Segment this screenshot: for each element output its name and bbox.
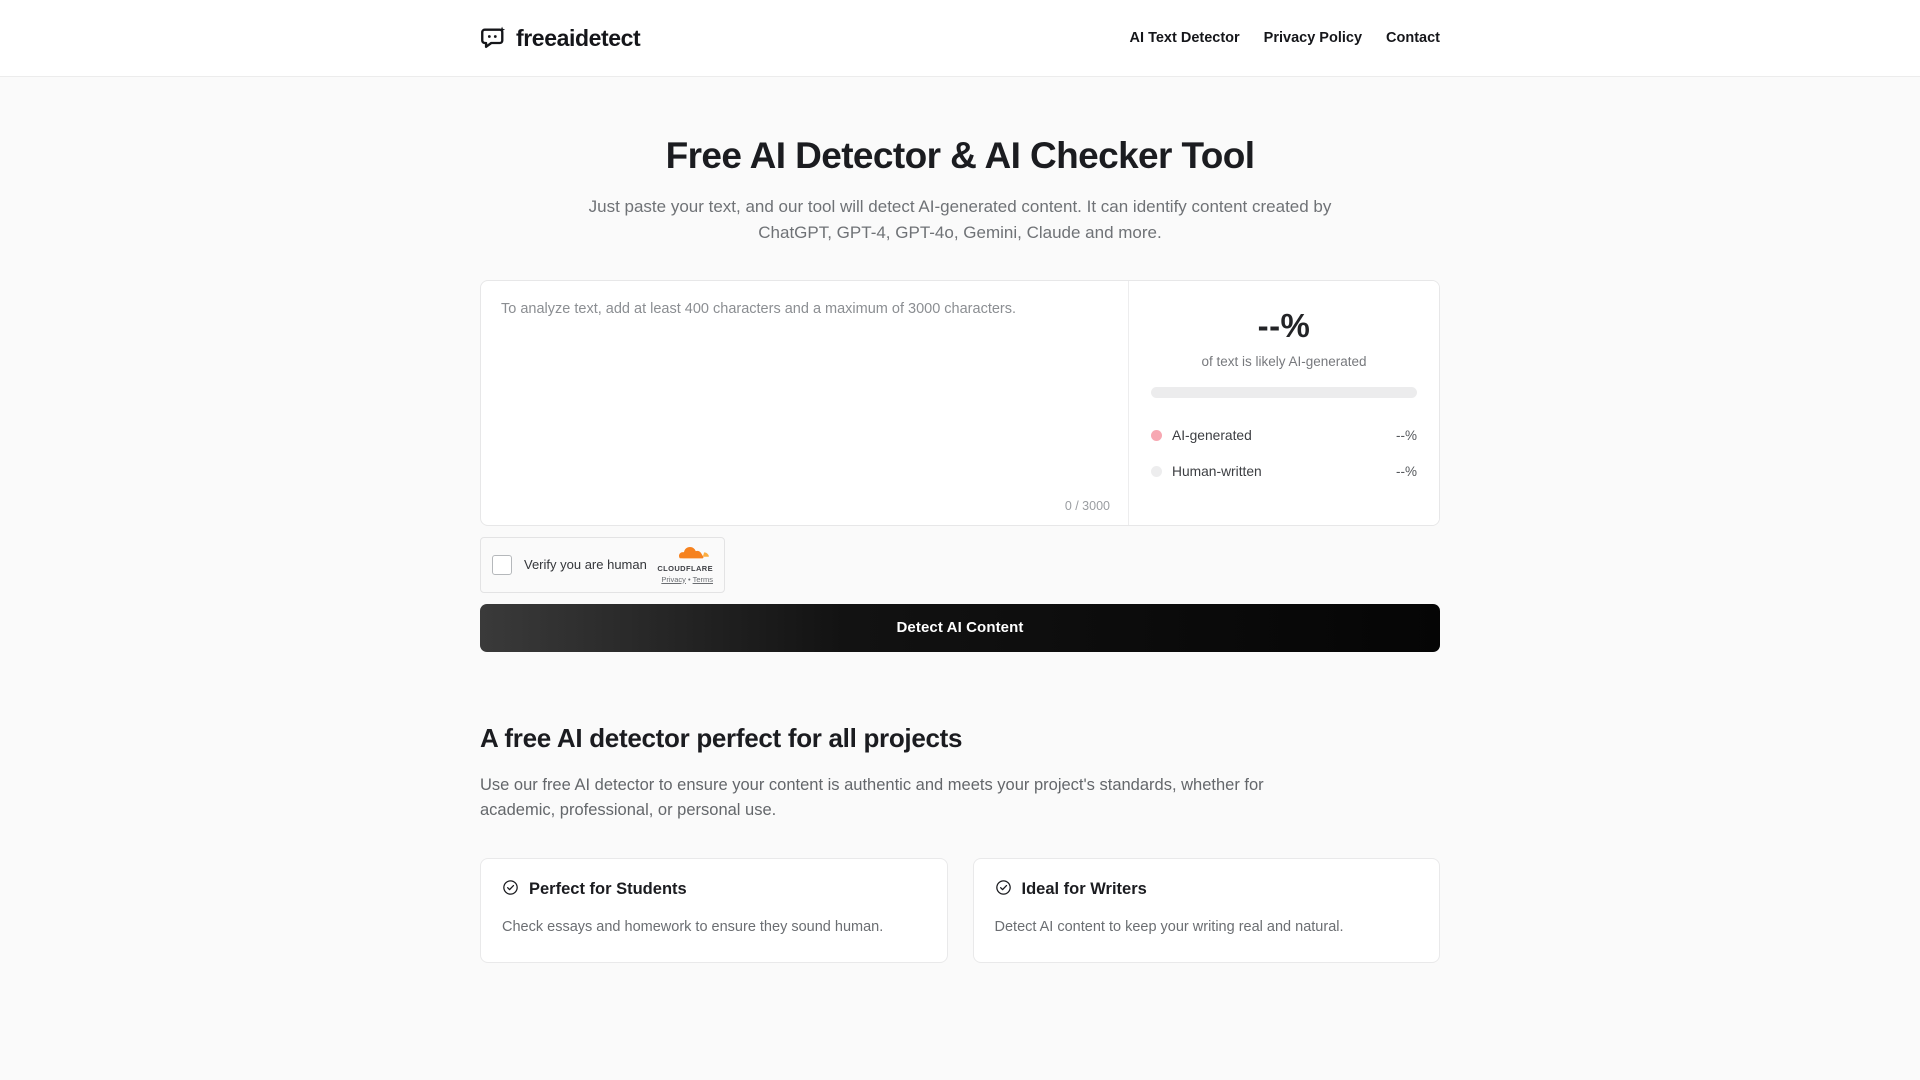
main-nav	[1130, 30, 1440, 46]
section-title: A free AI detector perfect for all projects	[480, 722, 963, 753]
legend-dot-ai	[1151, 430, 1162, 441]
page-subtitle: Just paste your text, and our tool will detect AI-generated content. It can identify content created by ChatGPT, GPT-4, GPT-4o, Gemini, Claude and more.	[588, 197, 1332, 242]
link-separator: •	[687, 574, 691, 584]
cloudflare-links	[661, 576, 713, 584]
feature-card-text: Check essays and homework to ensure they sound human.	[502, 918, 884, 935]
detector-panel	[480, 280, 1440, 526]
legend-row-ai-generated	[1151, 428, 1417, 443]
verify-human-label: Verify you are human	[524, 557, 647, 573]
detect-ai-content-button[interactable]: Detect AI Content	[480, 604, 1440, 652]
nav-item-ai-text-detector[interactable]: AI Text Detector	[1129, 30, 1240, 46]
verify-human-checkbox[interactable]	[492, 555, 512, 575]
section-description: Use our free AI detector to ensure your content is authentic and meets your project's standards, whether for academic, professional, or personal use.	[480, 775, 1264, 820]
cloudflare-wordmark: CLOUDFLARE	[657, 564, 713, 574]
terms-link[interactable]: Terms	[692, 574, 713, 584]
page-body	[0, 77, 1920, 1080]
text-input-area[interactable]	[481, 281, 1129, 525]
nav-item-contact[interactable]: Contact	[1386, 30, 1440, 46]
privacy-link[interactable]: Privacy	[661, 574, 686, 584]
legend-value-ai: --%	[1396, 427, 1417, 443]
legend-label-human: Human-written	[1172, 463, 1262, 479]
score-caption: of text is likely AI-generated	[1201, 353, 1367, 369]
feature-card-title: Perfect for Students	[529, 880, 687, 899]
character-counter: 0 / 3000	[1064, 498, 1110, 513]
nav-item-privacy-policy[interactable]: Privacy Policy	[1263, 30, 1363, 46]
legend-label-ai: AI-generated	[1172, 427, 1252, 443]
site-header	[0, 0, 1920, 77]
brand-name: freeaidetect	[516, 24, 641, 51]
score-meter	[1151, 387, 1417, 398]
score-value: --%	[1257, 306, 1311, 344]
feature-card	[973, 858, 1441, 963]
ai-chat-bot-icon	[480, 25, 507, 52]
legend-dot-human	[1151, 466, 1162, 477]
feature-card-text: Detect AI content to keep your writing real and natural.	[994, 918, 1344, 935]
feature-card-list	[480, 858, 1440, 963]
check-circle-icon	[995, 879, 1012, 901]
legend-value-human: --%	[1396, 463, 1417, 479]
check-circle-icon	[502, 879, 519, 901]
result-panel	[1129, 281, 1439, 525]
result-legend	[1151, 428, 1417, 479]
cloudflare-turnstile-widget[interactable]	[480, 537, 725, 593]
feature-card	[480, 858, 948, 963]
brand-logo[interactable]	[480, 25, 640, 52]
feature-card-title: Ideal for Writers	[1021, 880, 1147, 899]
legend-row-human-written	[1151, 464, 1417, 479]
textarea-placeholder: To analyze text, add at least 400 characters and a maximum of 3000 characters.	[501, 300, 1017, 317]
cloudflare-branding	[657, 546, 713, 583]
page-title: Free AI Detector & AI Checker Tool	[665, 135, 1255, 176]
cloudflare-cloud-icon	[675, 546, 713, 564]
